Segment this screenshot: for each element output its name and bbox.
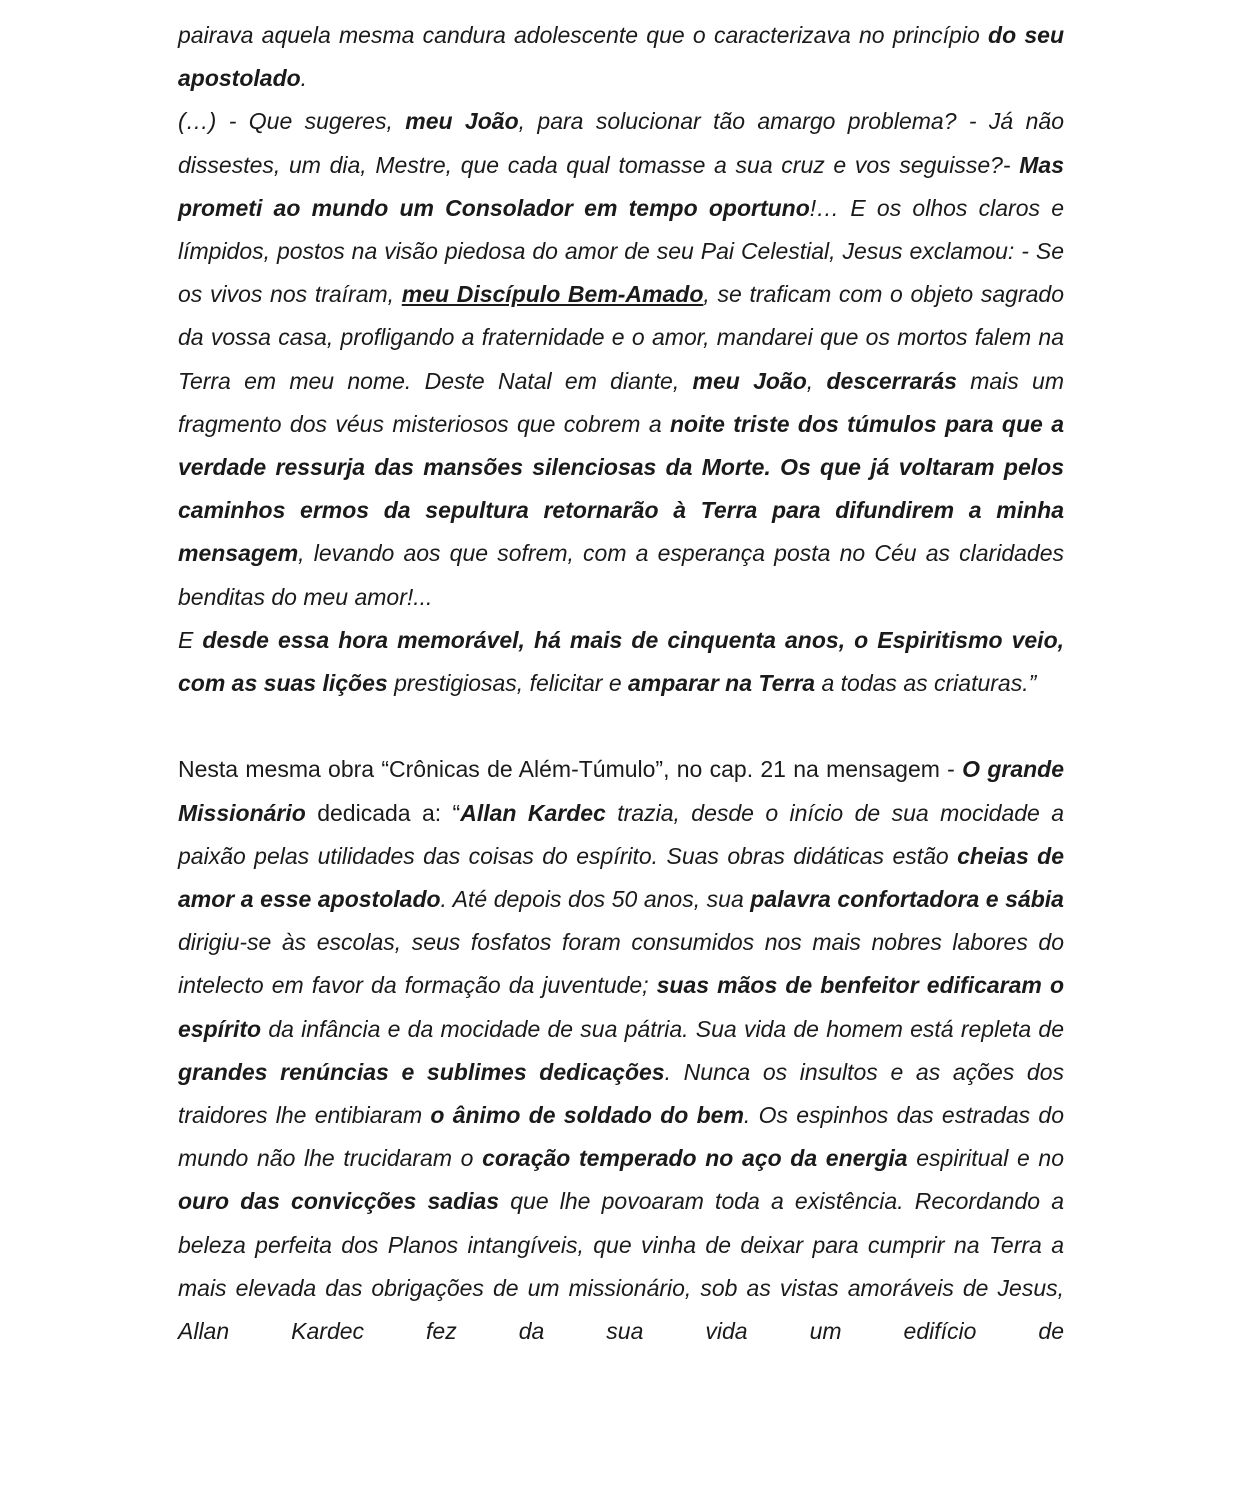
text-run: mais um fragmento dos véus misteriosos que cobrem a: [178, 367, 1064, 437]
text-run: . Os espinhos das estradas do mundo não lhe trucidaram o: [178, 1102, 1065, 1172]
text-run: coração temperado no aço da energia: [482, 1145, 908, 1172]
text-run: a todas as criaturas.”: [815, 670, 1037, 697]
text-run: palavra confortadora e sábia: [750, 886, 1064, 913]
text-run: . Nunca os insultos e as ações dos traidores lhe entibiaram: [178, 1058, 1064, 1129]
paragraph-2: [178, 100, 1064, 618]
text-run: , se traficam com o objeto sagrado da vossa casa, profligando a fraternidade e o amor, mandarei que os mortos falem na Terra em meu nome. Deste Natal em diante,: [178, 281, 1064, 394]
text-run: .: [300, 65, 308, 92]
paragraph-4: [178, 748, 1064, 1353]
text-run: pairava aquela mesma candura adolescente que o caracterizava no princípio: [178, 22, 989, 48]
text-run: o ânimo de soldado do bem: [430, 1102, 744, 1129]
text-run: meu Discípulo Bem-Amado: [401, 281, 704, 308]
text-run: , levando aos que sofrem, com a esperança posta no Céu as claridades benditas do meu amor!...: [178, 540, 1064, 610]
text-run: da infância e da mocidade de sua pátria. Sua vida de homem está repleta de: [261, 1015, 1064, 1042]
text-run: ,: [806, 367, 827, 394]
text-run: noite triste dos túmulos para que a verdade ressurja das mansões silenciosas da Morte. Os que já voltaram pelos caminhos ermos da sepultura retornarão à Terra para difundirem a minha mensagem: [178, 410, 1064, 567]
paragraph-1: [178, 14, 1064, 100]
text-run: amparar na Terra: [628, 670, 816, 697]
paragraph-spacer: [178, 705, 1064, 748]
text-run: O grande Missionário: [178, 756, 1064, 826]
text-run: descerrarás: [826, 367, 957, 394]
document-page: [178, 14, 1064, 1353]
text-run: meu João: [692, 367, 807, 394]
text-run: Mas prometi ao mundo um Consolador em tempo oportuno: [178, 151, 1064, 221]
text-run: dedicada a: “: [305, 799, 461, 826]
text-run: desde essa hora memorável, há mais de cinquenta anos, o Espiritismo veio, com as suas lições: [178, 626, 1065, 697]
text-run: Nesta mesma obra “Crônicas de Além-Túmulo”, no cap. 21 na mensagem -: [178, 756, 963, 783]
text-run: do seu apostolado: [178, 22, 1064, 92]
text-run: trazia, desde o início de sua mocidade a paixão pelas utilidades das coisas do espírito. Suas obras didáticas estão: [178, 799, 1065, 869]
text-run: Allan Kardec: [460, 799, 606, 826]
text-run: E: [178, 626, 203, 653]
paragraph-3: [178, 619, 1064, 705]
text-run: (…) - Que sugeres,: [178, 108, 406, 135]
text-run: !… E os olhos claros e límpidos, postos na visão piedosa do amor de seu Pai Celestial, Jesus exclamou: - Se os vivos nos traíram,: [178, 194, 1064, 308]
text-run: suas mãos de benfeitor edificaram o espírito: [178, 972, 1064, 1042]
text-run: que lhe povoaram toda a existência. Recordando a beleza perfeita dos Planos intangíveis, que vinha de deixar para cumprir na Terra a mais elevada das obrigações de um missionário, sob as vistas amoráveis de Jesus, Allan Kardec fez da sua vida um edifício de: [178, 1188, 1064, 1345]
text-run: prestigiosas, felicitar e: [387, 670, 629, 697]
text-run: meu João: [405, 108, 519, 135]
text-run: cheias de amor a esse apostolado: [178, 842, 1064, 913]
text-run: espiritual e no: [907, 1145, 1065, 1172]
text-run: grandes renúncias e sublimes dedicações: [178, 1058, 665, 1085]
text-run: ouro das convicções sadias: [178, 1188, 500, 1215]
text-run: . Até depois dos 50 anos, sua: [440, 886, 751, 913]
text-run: , para solucionar tão amargo problema? - Já não dissestes, um dia, Mestre, que cada qual tomasse a sua cruz e vos seguisse?-: [178, 108, 1064, 178]
text-run: dirigiu-se às escolas, seus fosfatos foram consumidos nos mais nobres labores do intelecto em favor da formação da juventude;: [178, 929, 1064, 999]
